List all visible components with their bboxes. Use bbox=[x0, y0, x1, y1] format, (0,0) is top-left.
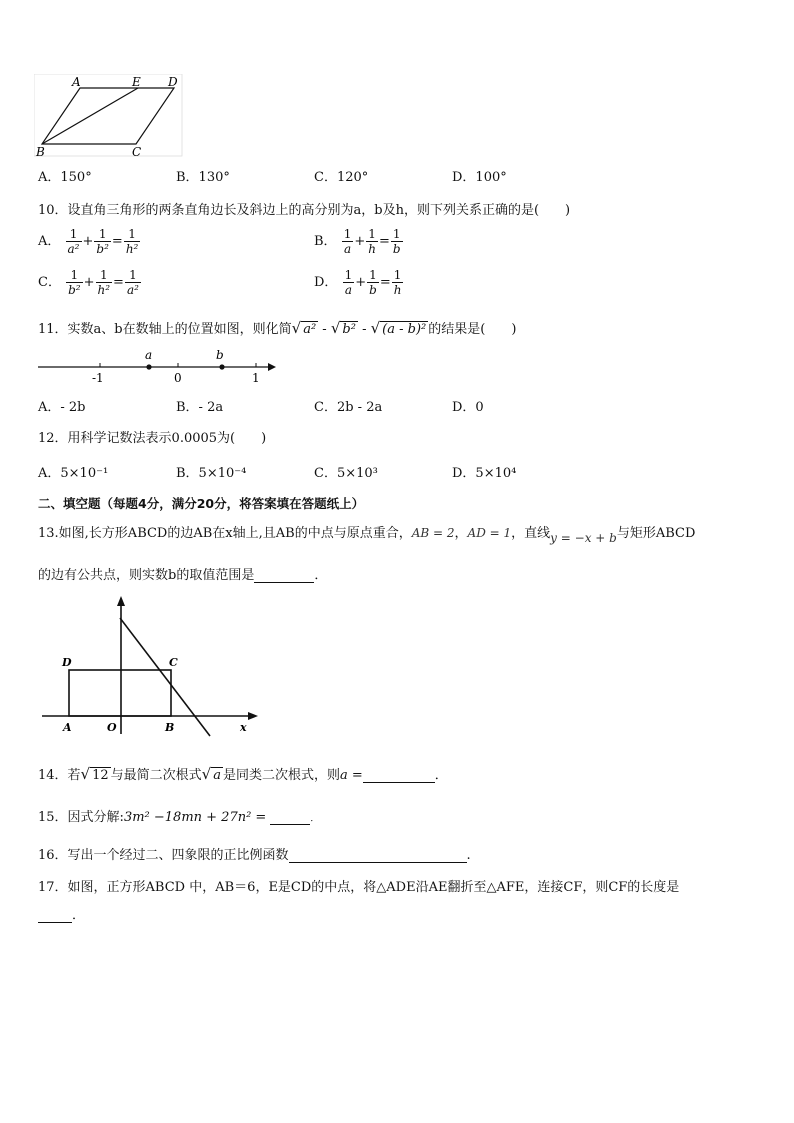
q11-option-c: C．2b - 2a bbox=[314, 400, 383, 415]
parallelogram-figure bbox=[34, 74, 184, 160]
q12-option-a: A．5×10⁻¹ bbox=[38, 466, 109, 481]
label-b: b bbox=[216, 348, 224, 362]
q17-answer-blank[interactable] bbox=[38, 908, 72, 923]
q10-option-b: B． $\frac{1}{a}$ + $\frac{1}{h}$ = $\frac{1}{b}$ bbox=[314, 227, 401, 256]
label-a: a bbox=[145, 348, 153, 362]
q14-stem: 14．若√ 12 与最简二次根式√ a 是同类二次根式，则a = ． bbox=[38, 765, 448, 783]
line-y-eq-minus-x-plus-b bbox=[120, 618, 210, 736]
label-d: D bbox=[168, 75, 178, 89]
q12-option-b: B．5×10⁻⁴ bbox=[176, 466, 247, 481]
label-a: A bbox=[72, 75, 81, 89]
q13-stem-line2: 的边有公共点，则实数b的取值范围是 ． bbox=[38, 568, 328, 583]
label-c: C bbox=[132, 145, 142, 159]
section-heading: 二、填空题（每题4分，满分20分，将答案填在答题纸上） bbox=[38, 496, 365, 511]
q9-option-b: B．130° bbox=[176, 170, 230, 185]
label-e: E bbox=[132, 75, 141, 89]
label-d: D bbox=[62, 656, 72, 669]
q15-answer-blank[interactable] bbox=[270, 810, 310, 825]
q15-stem: 15．因式分解:3m² −18mn + 27n² = ． bbox=[38, 810, 320, 825]
number-line-figure bbox=[36, 344, 280, 386]
q11-option-b: B．- 2a bbox=[176, 400, 224, 415]
q14-answer-blank[interactable] bbox=[363, 768, 435, 783]
q10-option-d: D． $\frac{1}{a}$ + $\frac{1}{b}$ = $\frac{1}{h}$ bbox=[314, 268, 402, 297]
rectangle-abcd bbox=[69, 670, 171, 716]
q9-option-a: A．150° bbox=[38, 170, 92, 185]
label-a: A bbox=[63, 721, 72, 734]
label-b: B bbox=[165, 721, 175, 734]
q16-stem: 16．写出一个经过二、四象限的正比例函数 . bbox=[38, 848, 471, 863]
q10-option-c: C． $\frac{1}{\text{b²}}$ + $\frac{1}{\text{h²}}$ = $\frac{1}{\text{a²}}$ bbox=[38, 268, 139, 297]
q13-stem-line1: 13.如图,长方形ABCD的边AB在x轴上,且AB的中点与原点重合，AB = 2，AD = 1，直线y = −x + b与矩形ABCD bbox=[38, 526, 696, 545]
point-a bbox=[146, 364, 151, 369]
q12-stem: 12．用科学记数法表示0.0005为( ) bbox=[38, 431, 267, 446]
tick-label-one: 1 bbox=[252, 371, 260, 385]
rectangle-line-figure bbox=[38, 594, 264, 740]
label-o: O bbox=[107, 721, 117, 734]
q13-answer-blank[interactable] bbox=[254, 568, 314, 583]
tick-label-zero: 0 bbox=[174, 371, 182, 385]
parallelogram-abcd bbox=[42, 88, 174, 144]
q9-option-c: C．120° bbox=[314, 170, 369, 185]
segment-be bbox=[42, 88, 138, 144]
label-c: C bbox=[169, 656, 178, 669]
q12-option-c: C．5×10³ bbox=[314, 466, 378, 481]
q10-stem: 10．设直角三角形的两条直角边长及斜边上的高分别为a，b及h，则下列关系正确的是( ) bbox=[38, 203, 571, 218]
label-x: x bbox=[240, 721, 247, 734]
q11-option-a: A．- 2b bbox=[38, 400, 86, 415]
label-b: B bbox=[36, 145, 45, 159]
axis-arrow bbox=[268, 363, 276, 371]
q12-option-d: D．5×10⁴ bbox=[452, 466, 517, 481]
q9-option-d: D．100° bbox=[452, 170, 507, 185]
tick-label-minus-one: -1 bbox=[92, 371, 104, 385]
q17-stem-line2: ． bbox=[38, 904, 85, 923]
q17-stem-line1: 17．如图，正方形ABCD 中，AB＝6，E是CD的中点，将△ADE沿AE翻折至△AFE，连接CF，则CF的长度是 bbox=[38, 880, 680, 895]
q16-answer-blank[interactable] bbox=[289, 848, 467, 863]
q11-option-d: D．0 bbox=[452, 400, 484, 415]
q10-option-a: A． $\frac{1}{\text{a²}}$ + $\frac{1}{\text{b²}}$ = $\frac{1}{\text{h²}}$ bbox=[38, 227, 139, 256]
point-b bbox=[219, 364, 224, 369]
q11-stem: 11．实数a、b在数轴上的位置如图，则化简√ a² - √ b² - √ (a - b)² 的结果是( ) bbox=[38, 319, 517, 337]
